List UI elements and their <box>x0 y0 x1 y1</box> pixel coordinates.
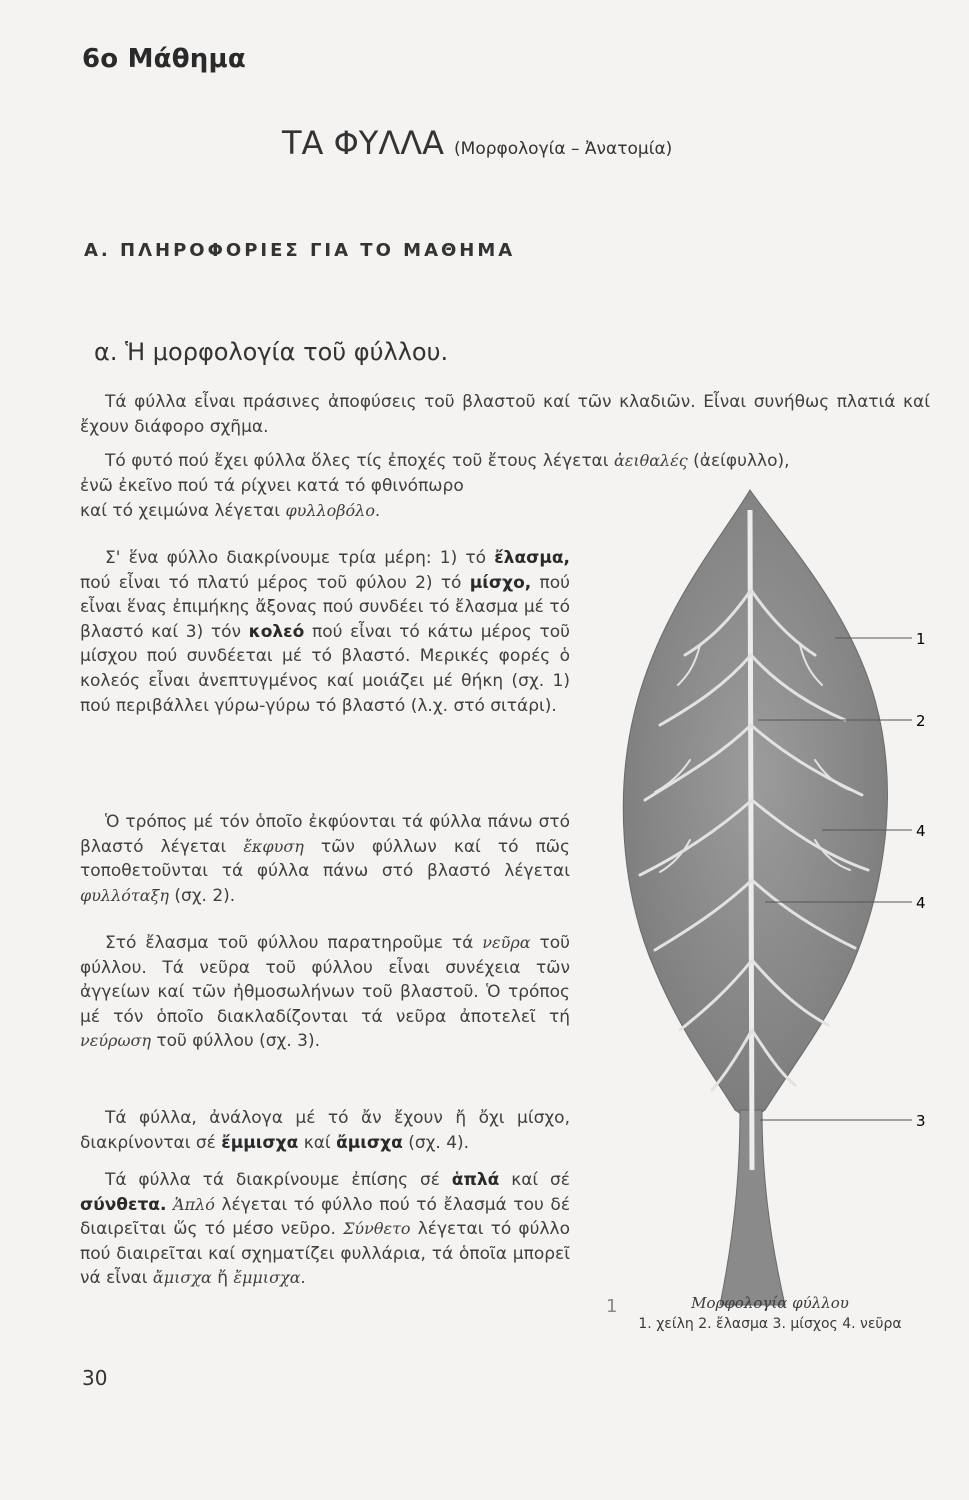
paragraph-intro: Τά φύλλα εἶναι πράσινες ἀποφύσεις τοῦ βλαστοῦ καί τῶν κλαδιῶν. Εἶναι συνήθως πλατιά καί ἔχουν διάφορο σχῆμα. <box>80 392 930 437</box>
figure-caption <box>590 1294 950 1332</box>
term-veins: νεῦρα <box>482 933 531 952</box>
paragraph-veins <box>80 931 570 1054</box>
figure-number: 1 <box>606 1296 618 1317</box>
term-compound: σύνθετα. <box>80 1194 167 1215</box>
term-sessile-italic: ἄμισχα <box>152 1268 212 1288</box>
callout-4b: 4 <box>916 894 926 912</box>
p3-text-a: Σ' ἕνα φύλλο διακρίνουμε τρία μέρη: 1) τό <box>105 548 487 568</box>
term-petiole: μίσχο, <box>469 572 532 593</box>
p5-text-c: τοῦ φύλλου (σχ. 3). <box>156 1031 320 1052</box>
p2-text-d: καί τό χειμώνα λέγεται <box>80 501 281 521</box>
p3-text-b: πού εἶναι τό πλατύ μέρος τοῦ φύλου 2) τό <box>80 572 462 593</box>
paragraph-simple-compound <box>80 1168 570 1291</box>
p7-text-a: Τά φύλλα τά διακρίνουμε ἐπίσης σέ <box>105 1170 440 1190</box>
p7-text-and: καί σέ <box>511 1170 570 1190</box>
term-phyllotaxis: φυλλόταξη <box>80 885 169 905</box>
p7-text-b: λέγεται τό φύλλο πού τό ἔλασμά του δέ διαιρεῖται ὥς τό μέσο νεῦρο. <box>80 1194 571 1240</box>
lesson-number: 6ο Μάθημα <box>82 44 246 74</box>
p4-text-c: (σχ. 2). <box>174 885 236 906</box>
page-number: 30 <box>82 1366 108 1390</box>
p6-text-b: (σχ. 4). <box>408 1132 470 1153</box>
callout-3: 3 <box>916 1112 926 1130</box>
term-evergreen: ἀειθαλές <box>613 451 688 470</box>
term-sheath: κολεό <box>248 621 305 642</box>
p4-text-b: τῶν φύλλων καί τό πῶς τοποθετοῦνται τά φύλλα πάνω στό βλαστό λέγεται <box>80 836 570 882</box>
callout-4a: 4 <box>916 822 926 840</box>
paragraph-evergreen-line3 <box>80 499 580 524</box>
title-main: ΤΑ ΦΥΛΛΑ <box>282 124 445 162</box>
term-petiolate-italic: ἔμμισχα. <box>233 1268 306 1288</box>
p2-text-b: (ἀείφυλλο), <box>693 451 790 471</box>
page-title <box>282 124 672 162</box>
paragraph-phyllotaxis <box>80 810 570 908</box>
callout-1: 1 <box>916 630 926 648</box>
callout-2: 2 <box>916 712 926 730</box>
p3-text-c: πού εἶναι ἕνας ἐπιμήκης ἄξονας πού συνδέει τό ἔλασμα μέ τό βλαστό καί 3) τόν <box>80 572 571 642</box>
figure-legend: 1. χείλη 2. ἔλασμα 3. μίσχος 4. νεῦρα <box>638 1316 902 1332</box>
p2-text-a: Τό φυτό πού ἔχει φύλλα ὅλες τίς ἐποχές τοῦ ἔτους λέγεται <box>105 451 609 471</box>
paragraph-evergreen-line2: ἐνῶ ἐκεῖνο πού τά ρίχνει κατά τό φθινόπωρο <box>80 476 464 496</box>
p5-text-a: Στό ἔλασμα τοῦ φύλλου παρατηροῦμε τά <box>105 933 474 953</box>
p4-text-a: Ὁ τρόπος μέ τόν ὁποῖο ἐκφύονται τά φύλλα πάνω στό βλαστό λέγεται <box>80 812 570 857</box>
p6-text-and: καί <box>303 1132 331 1153</box>
title-subtitle: (Μορφολογία – Ἀνατομία) <box>454 139 673 159</box>
p7-text-or: ἤ <box>217 1268 229 1289</box>
p7-text-c: λέγεται τό φύλλο πού διαιρεῖται καί σχηματίζει φυλλάρια, τά ὁποῖα μπορεῖ νά εἶναι <box>80 1219 571 1289</box>
leaf-midrib <box>750 510 752 1170</box>
term-deciduous: φυλλοβόλο. <box>285 501 381 520</box>
figure-title: Μορφολογία φύλλου <box>691 1294 849 1312</box>
p6-text-a: Τά φύλλα, ἀνάλογα μέ τό ἄν ἔχουν ἤ ὄχι μίσχο, διακρίνονται σέ <box>80 1108 570 1153</box>
term-petiolate: ἔμμισχα <box>221 1132 299 1153</box>
section-heading: Α. ΠΛΗΡΟΦΟΡΙΕΣ ΓΙΑ ΤΟ ΜΑΘΗΜΑ <box>84 240 516 261</box>
leaf-blade <box>623 490 887 1120</box>
term-simple: ἁπλά <box>451 1170 500 1190</box>
p5-text-b: τοῦ φύλλου. Τά νεῦρα τοῦ φύλλου εἶναι συνέχεια τῶν ἀγγείων καί τῶν ἠθμοσωλήνων τοῦ βλαστοῦ. Ὁ τρόπος μέ τόν ὁποῖο διακλαδίζονται τά νεῦρα ἀποτελεῖ τή <box>80 933 571 1027</box>
term-simple-italic: Ἁπλό <box>173 1194 215 1214</box>
term-compound-italic: Σύνθετο <box>343 1219 411 1239</box>
term-sessile: ἄμισχα <box>336 1132 403 1153</box>
subsection-heading: α. Ἡ μορφολογία τοῦ φύλλου. <box>94 338 449 366</box>
paragraph-petiolate <box>80 1106 570 1155</box>
leaf-illustration <box>600 470 940 1320</box>
term-lamina: ἔλασμα, <box>494 548 571 568</box>
term-venation: νεύρωση <box>80 1031 151 1051</box>
paragraph-leaf-parts <box>80 546 570 718</box>
p3-text-d: πού εἶναι τό κάτω μέρος τοῦ μίσχου πού συνδέεται μέ τό βλαστό. Μερικές φορές ὁ κολεός εἶναι ἀνεπτυγμένος καί μοιάζει μέ θήκη (σχ. 1) πού περιβάλλει γύρω-γύρω τό βλαστό (λ.χ. στό σιτάρι). <box>80 621 570 716</box>
term-emergence: ἔκφυση <box>243 836 304 856</box>
